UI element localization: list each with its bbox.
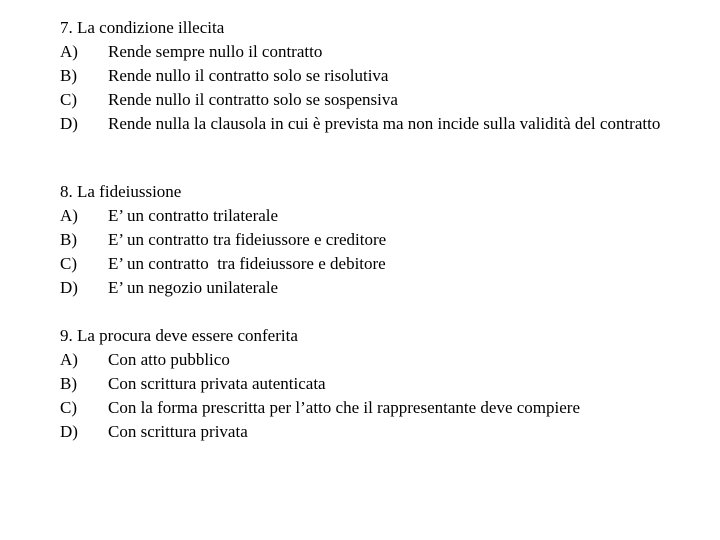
question-title: 8. La fideiussione — [60, 182, 182, 201]
option-letter: A) — [60, 350, 78, 369]
option-text: E’ un negozio unilaterale — [108, 278, 279, 297]
option-d — [60, 112, 700, 136]
option-d — [60, 276, 700, 300]
option-letter: D) — [60, 278, 78, 297]
option-letter: C) — [60, 254, 77, 273]
option-text: Con scrittura privata autenticata — [108, 374, 326, 393]
option-text: Rende sempre nullo il contratto — [108, 42, 323, 61]
option-letter: D) — [60, 114, 78, 133]
question-7 — [60, 16, 700, 136]
option-text: Con scrittura privata — [108, 422, 248, 441]
option-letter: A) — [60, 206, 78, 225]
option-letter: C) — [60, 90, 77, 109]
option-text: E’ un contratto trilaterale — [108, 206, 279, 225]
option-letter: A) — [60, 42, 78, 61]
option-text: Con atto pubblico — [108, 350, 230, 369]
option-text: Rende nulla la clausola in cui è prevista ma non incide sulla validità del contratto — [108, 114, 661, 133]
option-c — [60, 88, 700, 112]
option-a — [60, 40, 700, 64]
option-text: Rende nullo il contratto solo se sospensiva — [108, 90, 398, 109]
option-text: Con la forma prescritta per l’atto che il rappresentante deve compiere — [108, 398, 581, 417]
option-a — [60, 348, 700, 372]
question-title: 9. La procura deve essere conferita — [60, 326, 298, 345]
option-c — [60, 252, 700, 276]
option-b — [60, 228, 700, 252]
option-b — [60, 64, 700, 88]
option-b — [60, 372, 700, 396]
option-c — [60, 396, 700, 420]
question-9 — [60, 324, 700, 444]
option-letter: B) — [60, 374, 77, 393]
option-letter: C) — [60, 398, 77, 417]
option-a — [60, 204, 700, 228]
option-letter: B) — [60, 66, 77, 85]
option-letter: B) — [60, 230, 77, 249]
option-text: E’ un contratto tra fideiussore e creditore — [108, 230, 387, 249]
option-text: Rende nullo il contratto solo se risolutiva — [108, 66, 389, 85]
option-letter: D) — [60, 422, 78, 441]
question-title: 7. La condizione illecita — [60, 18, 225, 37]
option-text: E’ un contratto tra fideiussore e debitore — [108, 254, 386, 273]
option-d — [60, 420, 700, 444]
question-8 — [60, 180, 700, 300]
